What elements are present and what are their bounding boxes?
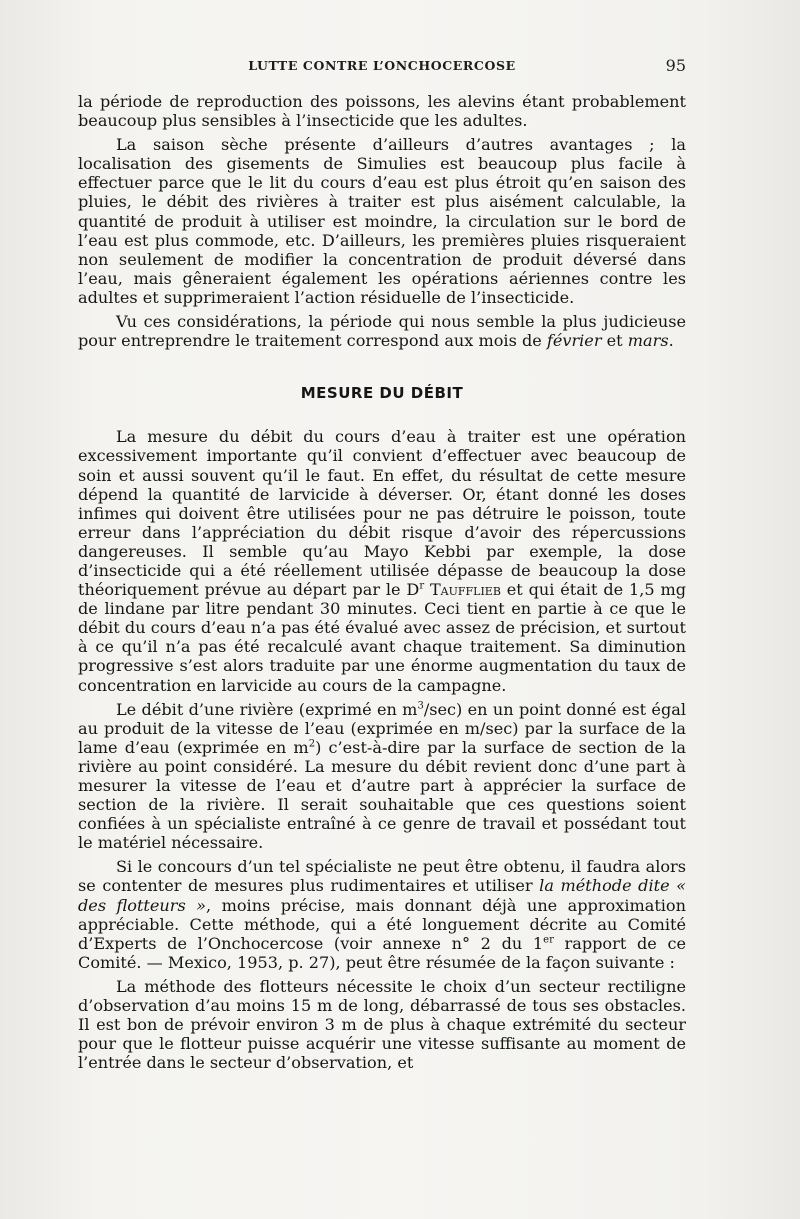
paragraph-flow-definition [78,700,686,853]
text-run: , moins précise, mais donnant déjà une approximation appréciable. Cette méthode, qui a été longuement décrite au Comité d’Experts de l’Onchocercose (voir annexe n° 2 du 1 [78,895,686,953]
page-number: 95 [665,56,686,75]
page-header [78,56,686,80]
paragraph-treatment-period [78,312,686,350]
paragraph-float-method-intro [78,857,686,972]
paragraph-float-method: La méthode des flotteurs nécessite le choix d’un secteur rectiligne d’observation d’au moins 15 m de long, débarrassé de tous ses obstacles. Il est bon de prévoir environ 3 m de plus à chaque extrémité du secteur pour que le flotteur puisse acquérir une vitesse suffisante au moment de l’entrée dans le secteur d’observation, et [78,976,686,1073]
emphasis-month: février [546,331,602,351]
author-name: Taufflieb [424,580,501,600]
text-run: et qui était de 1,5 mg de lindane par litre pendant 30 minutes. Ceci tient en partie à ce que le débit du cours d’eau n’a pas été évalué avec assez de précision, et surtout à ce qu’il n’a pas été recalculé avant chaque traitement. Sa diminution progressive s’est alors traduite par une énorme augmentation du taux de concentration en larvicide au cours de la campagne. [78,580,687,695]
text-run: et [601,331,628,351]
text-run: La mesure du débit du cours d’eau à traiter est une opération excessivement importante qu’il convient d’effectuer avec beaucoup de soin et aussi souvent qu’il le faut. En effet, du résultat de cette mesure dépend la quantité de larvicide à déverser. Or, étant donné les doses infimes qui doivent être utilisées pour ne pas détruire le poisson, toute erreur dans l’appréciation du débit risque d’avoir des répercussions dangereuses. Il semble qu’au Mayo Kebbi par exemple, la dose d’insecticide qui a été réellement utilisée dépasse de beaucoup la dose théoriquement prévue au départ par le D [78,427,686,600]
paragraph-continued: la période de reproduction des poissons, les alevins étant probablement beaucoup plus sensibles à l’insecticide que les adultes. [78,92,686,131]
text-run: /sec) en un point donné est égal au produit de la vitesse de l’eau (exprimée en m/sec) par la surface de la lame d’eau (exprimée en m [78,699,686,757]
emphasis-month: mars [627,331,669,351]
running-title: LUTTE CONTRE L’ONCHOCERCOSE [248,58,516,73]
section-heading: MESURE DU DÉBIT [300,384,464,403]
paragraph-dry-season: La saison sèche présente d’ailleurs d’autres avantages ; la localisation des gisements de Simulies est beaucoup plus facile à effectuer parce que le lit du cours d’eau est plus étroit qu’en saison des pluies, le débit des rivières à traiter est plus aisément calculable, la quantité de produit à utiliser est moindre, la circulation sur le bord de l’eau est plus commode, etc. D’ailleurs, les premières pluies risqueraient non seulement de modifier la concentration de produit déversé dans l’eau, mais gêneraient également les opérations aériennes contre les adultes et supprimeraient l’action résiduelle de l’insecticide. [78,135,686,307]
superscript: r [419,580,425,592]
text-run: Vu ces considérations, la période qui nous semble la plus judicieuse pour entreprendre le traitement correspond aux mois de [78,312,686,351]
text-run: Le débit d’une rivière (exprimé en m [116,699,418,719]
text-run: . [668,331,674,351]
body-text [78,92,686,1072]
text-run: ) c’est-à-dire par la surface de section de la rivière au point considéré. La mesure du débit revient donc d’une part à mesurer la vitesse de l’eau et d’autre part à apprécier la surface de section de la rivière. Il serait souhaitable que ces questions soient confiées à un spécialiste entraîné à ce genre de travail et possédant tout le matériel nécessaire. [78,737,686,853]
superscript: er [543,934,554,946]
superscript: 2 [308,738,316,750]
paragraph-flow-measurement [78,427,686,694]
emphasis-method: la méthode dite « des flotteurs » [78,876,686,915]
text-run: Si le concours d’un tel spécialiste ne peut être obtenu, il faudra alors se contenter de mesures plus rudimentaires et utiliser [78,857,686,896]
text-run: rapport de ce Comité. — Mexico, 1953, p. 27), peut être résumée de la façon suivante : [78,933,686,972]
superscript: 3 [417,700,424,712]
